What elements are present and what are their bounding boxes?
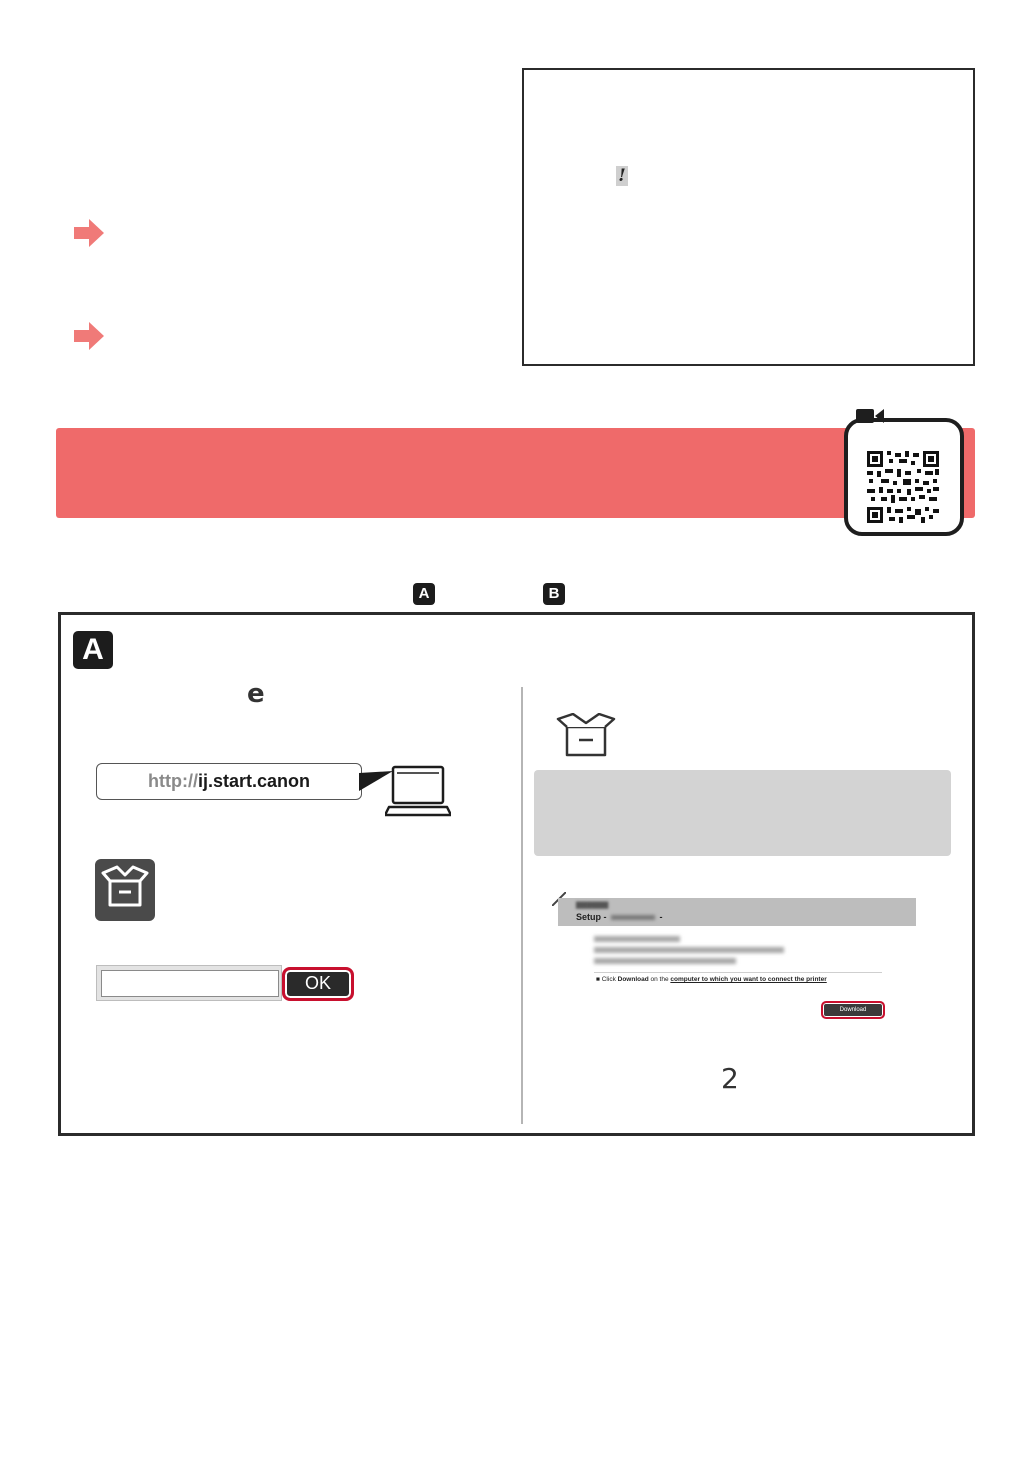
- url-entry-field[interactable]: [96, 965, 282, 1001]
- arrow-right-icon: [74, 322, 104, 350]
- blurred-text-line: [594, 958, 736, 964]
- setup-page-screenshot: [558, 898, 916, 1016]
- section-a-panel: [58, 612, 975, 1136]
- laptop-icon: [385, 763, 451, 817]
- setup-title: Setup - -: [576, 912, 663, 922]
- download-button[interactable]: Download: [821, 1001, 885, 1019]
- section-a-badge: A: [73, 631, 113, 669]
- option-b-badge: B: [543, 583, 565, 605]
- option-a-badge: A: [413, 583, 435, 605]
- setup-header-bar: [558, 898, 916, 926]
- url-protocol: http://: [147, 771, 198, 791]
- alert-glyph: !: [616, 166, 628, 186]
- setup-app-icon[interactable]: [95, 859, 155, 921]
- browser-icon: e: [247, 679, 265, 709]
- setup-rule: [594, 972, 882, 973]
- blurred-text-line: [594, 947, 784, 953]
- note-box: [522, 68, 975, 366]
- blurred-text-line: [594, 936, 680, 942]
- video-camera-icon: [856, 407, 886, 425]
- column-divider: [521, 687, 523, 1124]
- step-number: 2: [721, 1062, 739, 1095]
- setup-instruction: ■ Click Download on the computer to which you want to connect the printer: [596, 976, 827, 983]
- url-address-bar[interactable]: [96, 763, 362, 800]
- url-entry-row: [96, 965, 356, 1003]
- ok-button[interactable]: OK: [282, 967, 354, 1001]
- qr-code-icon: [867, 451, 939, 523]
- gray-note-panel: [534, 770, 951, 856]
- setup-instruction-link[interactable]: computer to which you want to connect the printer: [670, 976, 827, 983]
- url-host: ij.start.canon: [197, 771, 310, 791]
- setup-box-icon: [555, 713, 617, 757]
- setup-kicker-blurred: ▇▇▇▇▇▇: [576, 902, 609, 909]
- arrow-right-icon: [74, 219, 104, 247]
- section-banner: [56, 428, 975, 518]
